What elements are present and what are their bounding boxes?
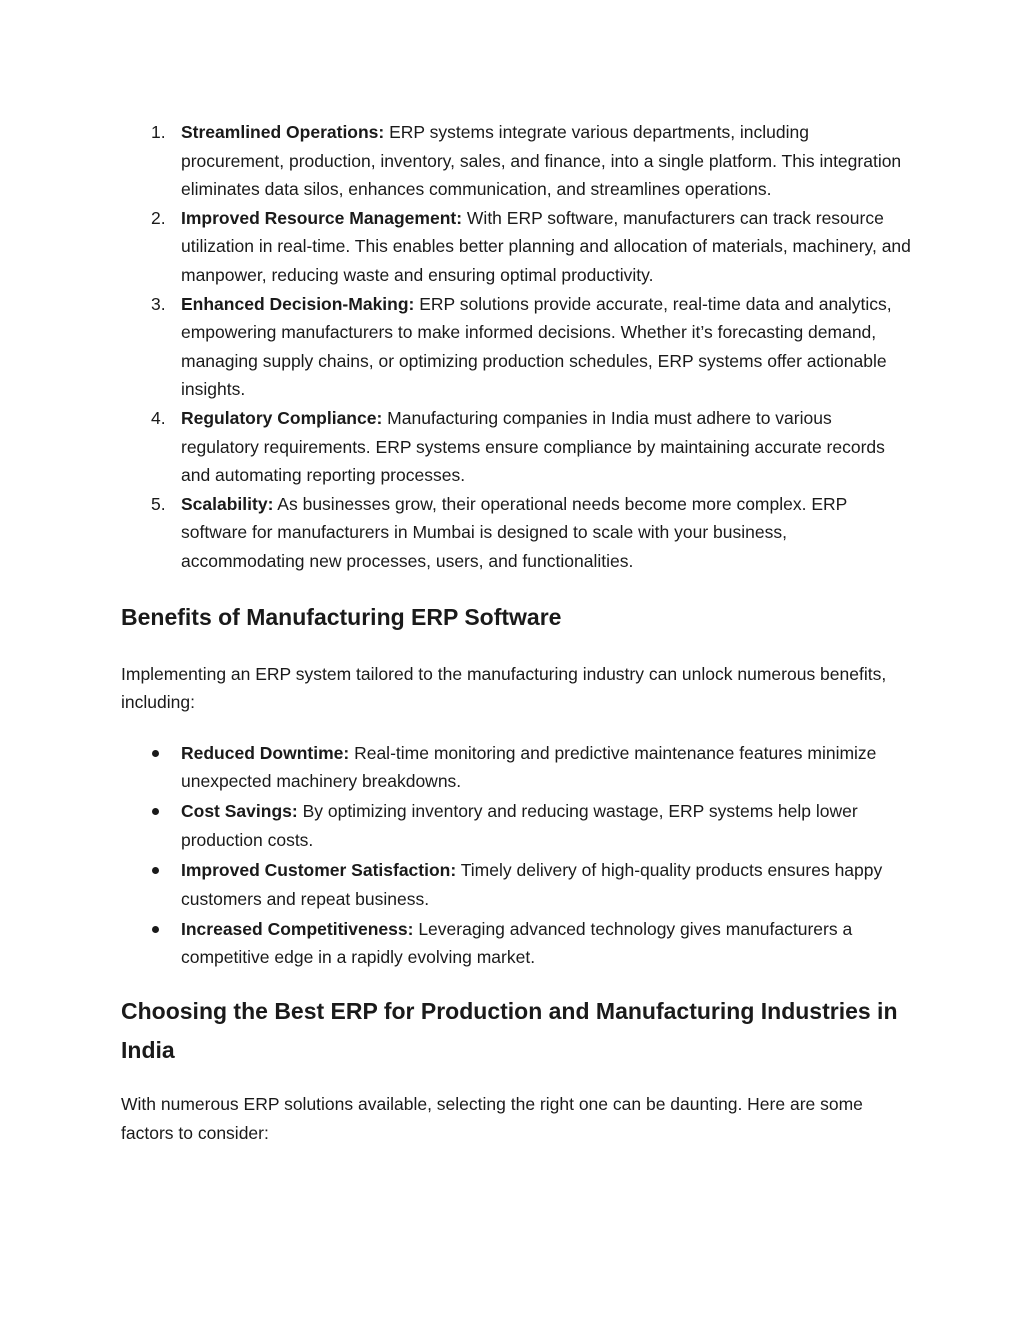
- item-text: As businesses grow, their operational needs become more complex. ERP software for manufacturers in Mumbai is designed to scale with your business, accommodating new processes, users, and functionalities.: [181, 493, 848, 571]
- bullet-icon: [152, 926, 159, 933]
- item-term: Improved Resource Management:: [181, 207, 463, 228]
- list-number: 3.: [151, 293, 166, 314]
- erp-advantages-list: [121, 118, 911, 576]
- item-text: By optimizing inventory and reducing wastage, ERP systems help lower production costs.: [181, 801, 858, 850]
- bullet-icon: [152, 867, 159, 874]
- item-term: Increased Competitiveness:: [181, 918, 414, 939]
- item-term: Reduced Downtime:: [181, 742, 350, 763]
- list-item: [121, 915, 911, 972]
- list-number: 1.: [151, 122, 166, 142]
- document-page: [121, 118, 911, 1147]
- item-text: ERP solutions provide accurate, real-time data and analytics, empowering manufacturers to make informed decisions. Whether it’s forecasting demand, managing supply chains, or optimizing production schedules, ERP systems offer actionable insights.: [181, 293, 892, 400]
- item-text: With ERP software, manufacturers can track resource utilization in real-time. This enables better planning and allocation of materials, machinery, and manpower, reducing waste and ensuring optimal productivity.: [181, 207, 911, 285]
- item-text: ERP systems integrate various departments, including procurement, production, inventory, sales, and finance, into a single platform. This integration eliminates data silos, enhances communication, and streamlines operations.: [181, 122, 902, 200]
- benefits-heading: Benefits of Manufacturing ERP Software: [121, 603, 562, 630]
- bullet-icon: [152, 750, 159, 757]
- benefits-list: [121, 739, 911, 972]
- list-item: [121, 118, 911, 204]
- item-term: Scalability:: [181, 493, 274, 514]
- item-term: Regulatory Compliance:: [181, 407, 383, 428]
- item-text: Manufacturing companies in India must adhere to various regulatory requirements. ERP systems ensure compliance by maintaining accurate records and automating reporting processes.: [181, 407, 885, 486]
- item-term: Cost Savings:: [181, 801, 298, 822]
- item-term: Enhanced Decision-Making:: [181, 293, 415, 314]
- list-item: [121, 739, 911, 796]
- list-item: [121, 290, 911, 404]
- list-number: 2.: [151, 207, 166, 228]
- list-item: [121, 856, 911, 913]
- list-number: 4.: [151, 407, 166, 428]
- benefits-intro: Implementing an ERP system tailored to the manufacturing industry can unlock numerous benefits, including:: [121, 663, 887, 713]
- bullet-icon: [152, 808, 159, 815]
- item-text: Leveraging advanced technology gives manufacturers a competitive edge in a rapidly evolving market.: [181, 918, 853, 968]
- choosing-intro: With numerous ERP solutions available, selecting the right one can be daunting. Here are some factors to consider:: [121, 1093, 863, 1143]
- item-term: Streamlined Operations:: [181, 122, 385, 142]
- item-text: Real-time monitoring and predictive maintenance features minimize unexpected machinery breakdowns.: [181, 742, 877, 792]
- list-item: [121, 204, 911, 290]
- list-item: [121, 797, 911, 854]
- list-item: [121, 404, 911, 490]
- item-term: Improved Customer Satisfaction:: [181, 860, 457, 881]
- item-text: Timely delivery of high-quality products ensures happy customers and repeat business.: [181, 860, 883, 909]
- list-item: [121, 490, 911, 576]
- choosing-heading: Choosing the Best ERP for Production and Manufacturing Industries in India: [121, 997, 898, 1063]
- list-number: 5.: [151, 493, 166, 514]
